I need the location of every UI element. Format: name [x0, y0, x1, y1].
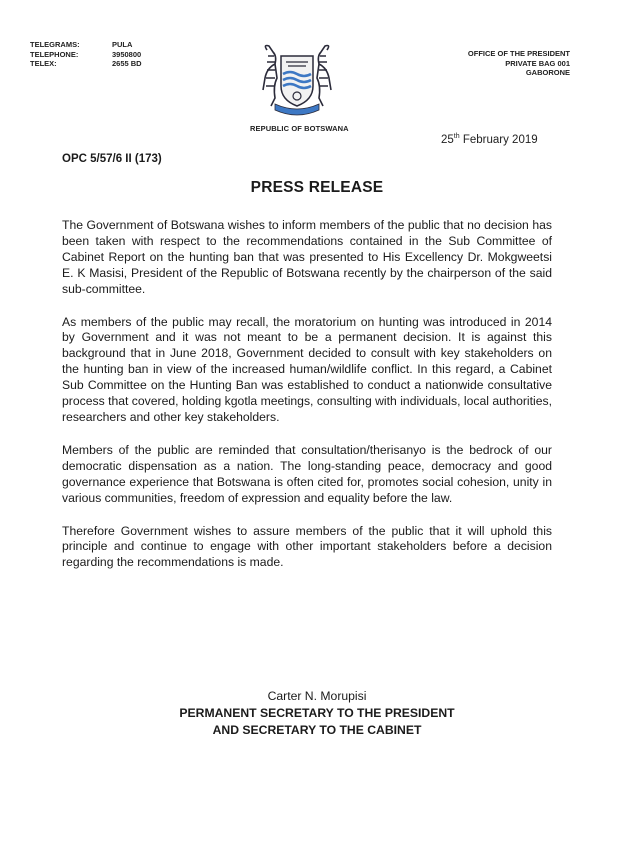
signatory-name: Carter N. Morupisi [267, 689, 367, 703]
office-line: PRIVATE BAG 001 [505, 58, 570, 68]
signatory-title: PERMANENT SECRETARY TO THE PRESIDENT [179, 706, 455, 720]
contact-row [30, 40, 142, 50]
signatory-title: AND SECRETARY TO THE CABINET [212, 723, 422, 737]
office-line: OFFICE OF THE PRESIDENT [467, 49, 570, 58]
press-release-body [62, 218, 552, 588]
office-line: GABORONE [525, 68, 570, 77]
office-address [468, 49, 570, 78]
paragraph: Therefore Government wishes to assure members of the public that it will uphold this principle and continue to engage with other important stakeholders before a decision regarding the recommendations is made. [62, 523, 552, 570]
date-month-year: February 2019 [459, 134, 538, 146]
reference-number: OPC 5/57/6 II (173) [62, 153, 162, 165]
signatory-block [0, 688, 634, 739]
republic-name: REPUBLIC OF BOTSWANA [250, 124, 349, 133]
date-suffix: th [453, 133, 460, 140]
coat-of-arms-icon [253, 42, 341, 118]
page-title: PRESS RELEASE [250, 179, 384, 196]
contact-block [30, 40, 142, 69]
contact-label: TELEGRAMS: [30, 40, 80, 49]
paragraph: Members of the public are reminded that consultation/therisanyo is the bedrock of our democratic dispensation as a nation. The long-standing peace, democracy and good governance experience that Botswana is often cited for, promotes social cohesion, unity in various communities, freedom of expression and equality before the law. [62, 442, 552, 505]
contact-label: TELEPHONE: [30, 49, 79, 59]
contact-row [30, 50, 142, 60]
contact-value: 3950800 [112, 49, 142, 59]
contact-value: PULA [112, 40, 133, 49]
paragraph: As members of the public may recall, the moratorium on hunting was introduced in 2014 by Government and it was not meant to be a permanent decision. It is against this background that in June 2018, Government decided to consult with key stakeholders on the hunting ban in view of the increased human/wildlife conflict. In this regard, a Cabinet Sub Committee on the Hunting Ban was established to conduct a nationwide consultative process that covered, holding kgotla meetings, consulting with individuals, local authorities, researchers and other key stakeholders. [62, 314, 552, 424]
letter-date [441, 133, 538, 146]
date-day: 25 [441, 134, 454, 146]
contact-value: 2655 BD [112, 59, 142, 68]
contact-row [30, 59, 142, 69]
contact-label: TELEX: [30, 59, 57, 68]
paragraph: The Government of Botswana wishes to inform members of the public that no decision has been taken with respect to the recommendations contained in the Sub Committee of Cabinet Report on the hunting ban that was presented to His Excellency Dr. Mokgweetsi E. K Masisi, President of the Republic of Botswana recently by the chairperson of the said sub-committee. [62, 218, 552, 296]
